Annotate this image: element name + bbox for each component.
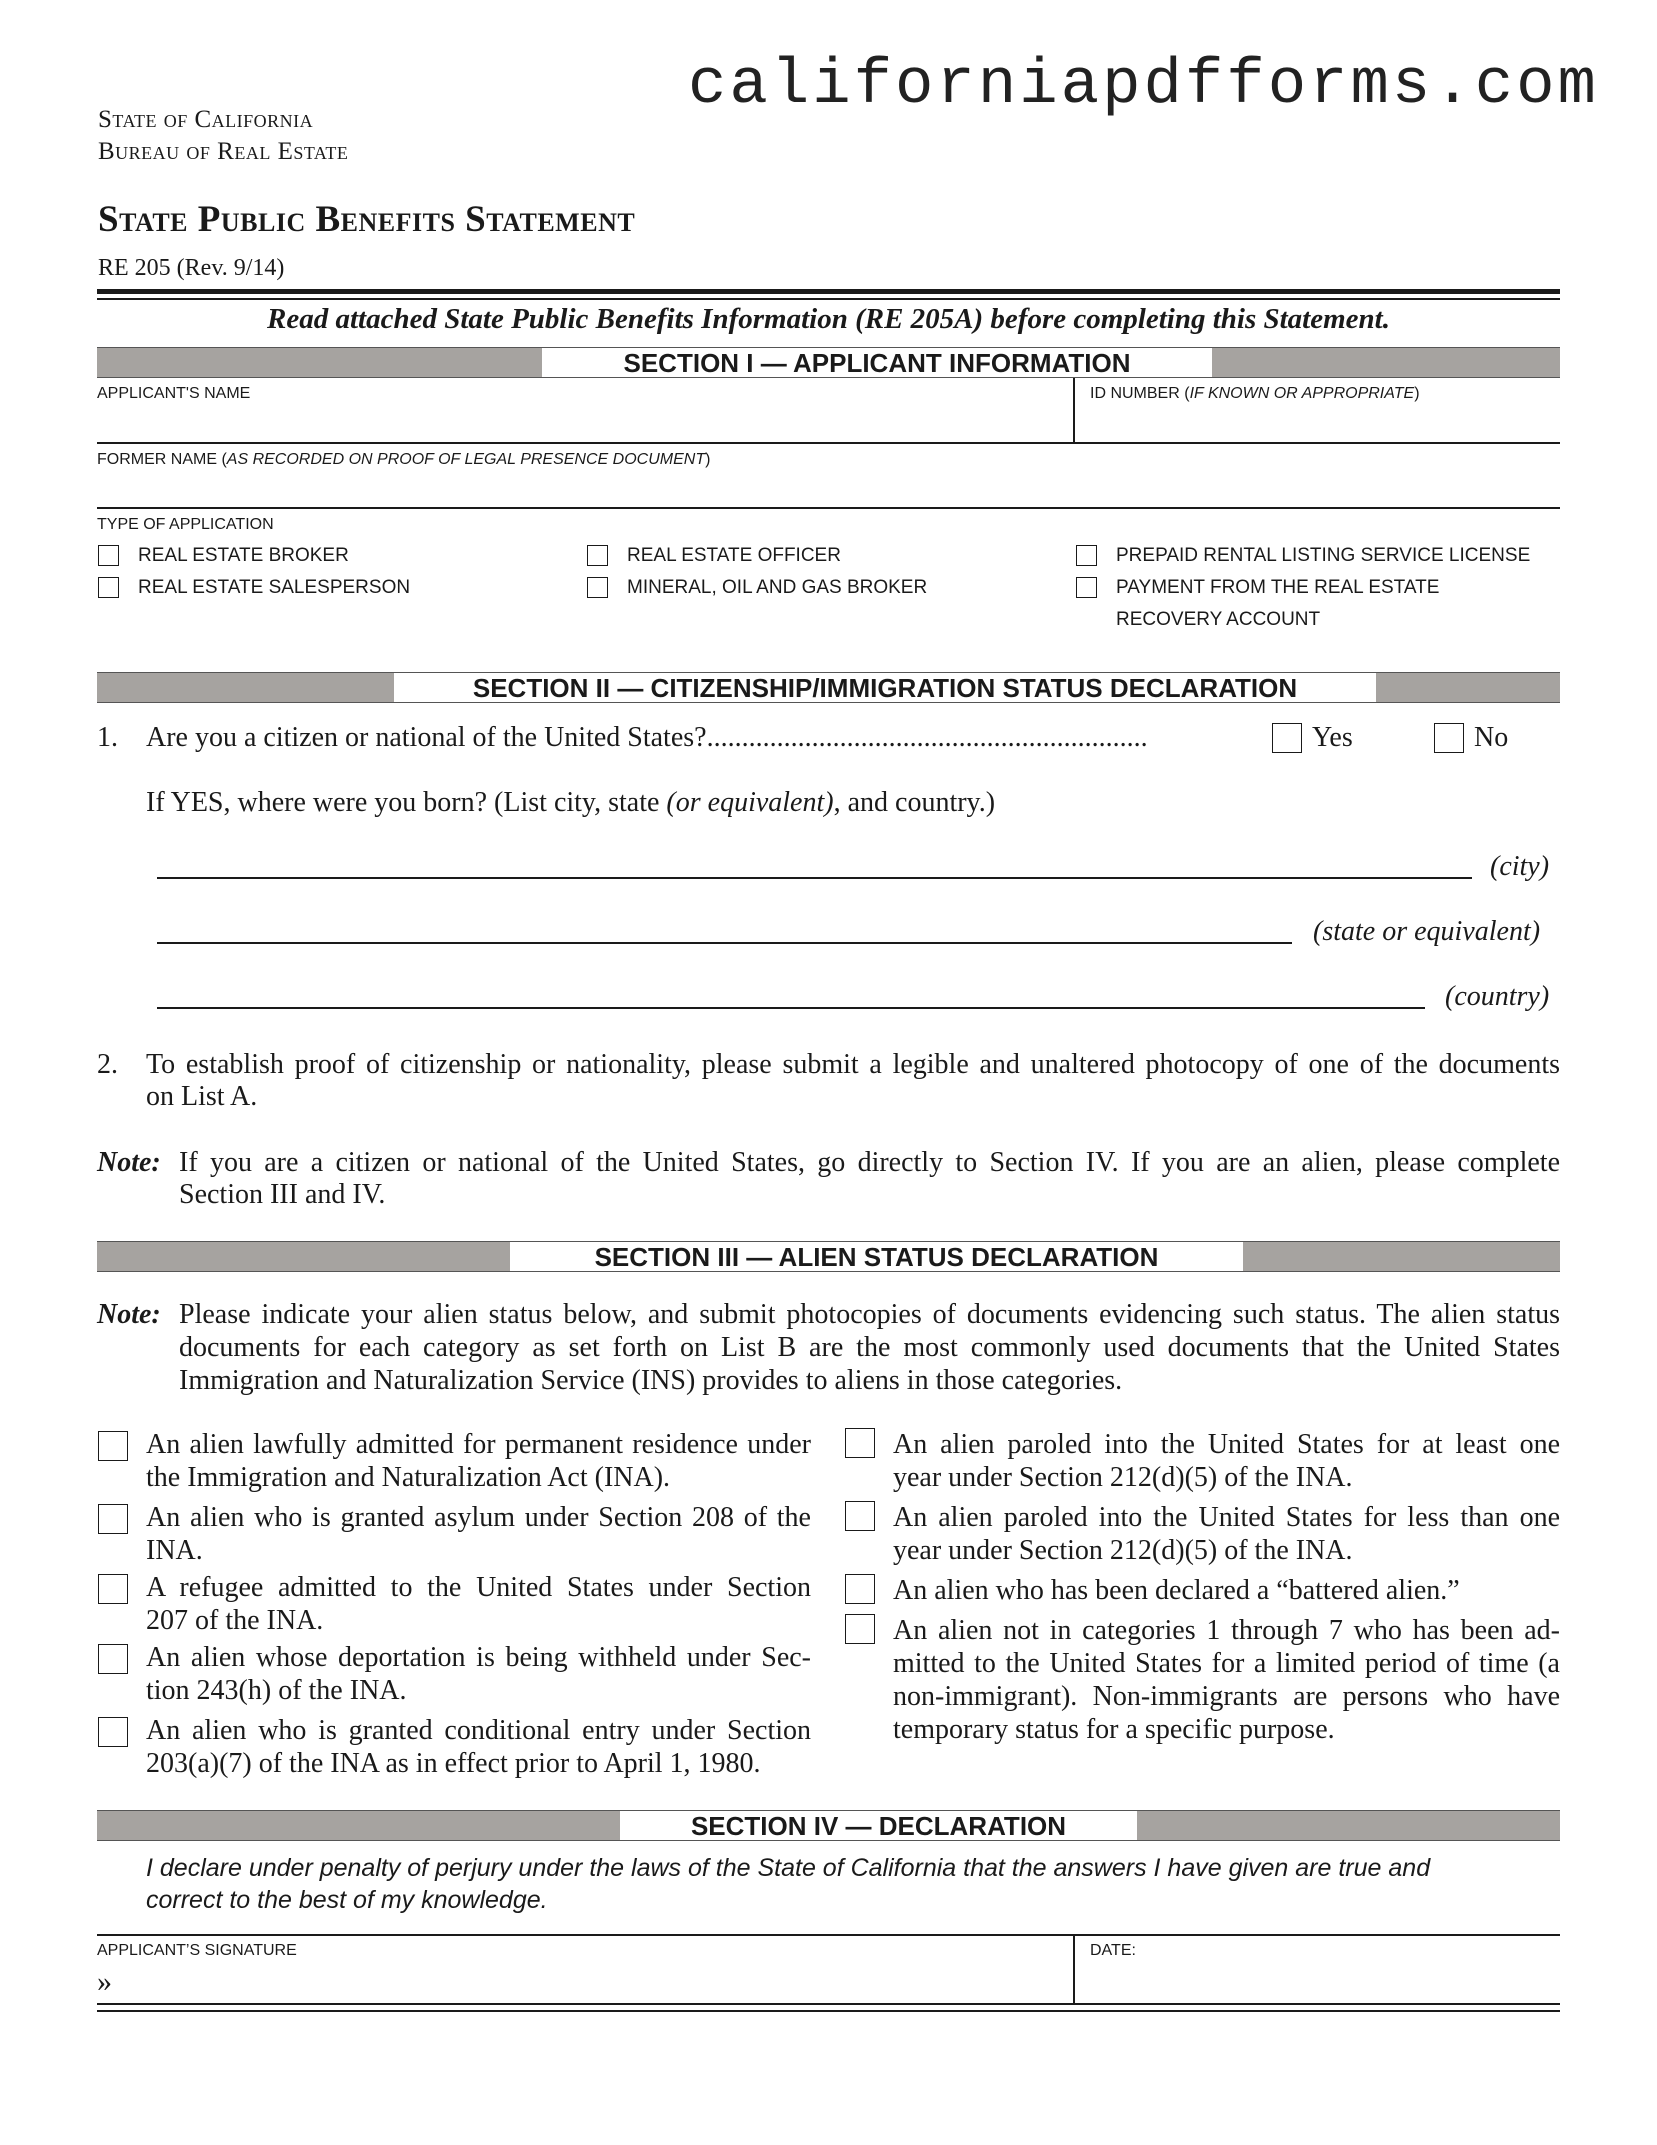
- id-number-label: ID NUMBER (IF KNOWN OR APPROPRIATE): [1090, 385, 1420, 402]
- question-1-number: 1.: [97, 722, 118, 753]
- alien-status-4-line-2: tion 243(h) of the INA.: [146, 1675, 407, 1706]
- type-recovery-account-payment: PAYMENT FROM THE REAL ESTATE: [1116, 577, 1440, 598]
- applicant-name-label: APPLICANT'S NAME: [97, 385, 251, 402]
- type-real-estate-officer: REAL ESTATE OFFICER: [627, 545, 841, 566]
- birthplace-prompt: If YES, where were you born? (List city, state (or equivalent), and country.): [146, 787, 996, 818]
- read-notice: Read attached State Public Benefits Information (RE 205A) before completing this Statement.: [267, 303, 1390, 335]
- signature-mark: »: [97, 1965, 112, 1998]
- checkbox-prepaid-rental-listing[interactable]: [1076, 545, 1097, 566]
- alien-status-9-line-4: temporary status for a specific purpose.: [893, 1714, 1335, 1745]
- signature-field[interactable]: [97, 1936, 1072, 2002]
- city-field[interactable]: [157, 877, 1472, 879]
- note-label-section-3: Note:: [97, 1299, 161, 1330]
- country-label: (country): [1445, 981, 1550, 1012]
- id-divider: [1073, 378, 1075, 444]
- alien-status-3-line-1: A refugee admitted to the United States under Section: [146, 1572, 811, 1603]
- date-label: DATE:: [1090, 1942, 1136, 1959]
- checkbox-real-estate-officer[interactable]: [587, 545, 608, 566]
- alien-status-3-line-2: 207 of the INA.: [146, 1605, 324, 1636]
- declaration-line-2: correct to the best of my knowledge.: [146, 1886, 548, 1914]
- signature-label: APPLICANT’S SIGNATURE: [97, 1942, 297, 1959]
- alien-status-2-line-1: An alien who is granted asylum under Section 208 of the: [146, 1502, 811, 1533]
- country-field[interactable]: [157, 1007, 1425, 1009]
- section-2-heading: SECTION II — CITIZENSHIP/IMMIGRATION STATUS DECLARATION: [394, 673, 1376, 702]
- checkbox-alien-6[interactable]: [845, 1428, 875, 1458]
- header-rule-thick: [97, 289, 1560, 294]
- declaration-line-1: I declare under penalty of perjury under the laws of the State of California that the answers I have given are true and: [146, 1854, 1431, 1882]
- checkbox-alien-4[interactable]: [98, 1644, 128, 1674]
- note-section-3-line-2: documents for each category as set forth on List B are the most commonly used documents that the United States: [179, 1332, 1560, 1363]
- former-name-rule: [97, 507, 1560, 509]
- signature-bottom-rule: [97, 2003, 1560, 2005]
- note-label-section-2: Note:: [97, 1147, 161, 1178]
- alien-status-9-line-2: mitted to the United States for a limited period of time (a: [893, 1648, 1560, 1679]
- checkbox-no[interactable]: [1434, 723, 1464, 753]
- state-label: (state or equivalent): [1313, 916, 1541, 947]
- applicant-name-field[interactable]: [97, 378, 1072, 442]
- header-rule-thin: [97, 298, 1560, 300]
- checkbox-alien-2[interactable]: [98, 1504, 128, 1534]
- alien-status-9-line-1: An alien not in categories 1 through 7 who has been ad-: [893, 1615, 1560, 1646]
- question-2-line-2: on List A.: [146, 1081, 258, 1112]
- watermark: californiapdfforms.com: [688, 50, 1599, 122]
- note-section-2-line-1: If you are a citizen or national of the United States, go directly to Section IV. If you are an alien, please complete: [179, 1147, 1560, 1178]
- type-recovery-account-payment-line-2: RECOVERY ACCOUNT: [1116, 609, 1321, 630]
- signature-bottom-rule-2: [97, 2010, 1560, 2012]
- city-label: (city): [1490, 851, 1550, 882]
- alien-status-6-line-1: An alien paroled into the United States for at least one: [893, 1429, 1560, 1460]
- alien-status-7-line-1: An alien paroled into the United States for less than one: [893, 1502, 1560, 1533]
- type-mineral-oil-gas-broker: MINERAL, OIL AND GAS BROKER: [627, 577, 928, 598]
- alien-status-1-line-1: An alien lawfully admitted for permanent residence under: [146, 1429, 811, 1460]
- section-2-band: [97, 672, 1560, 703]
- section-1-band: [97, 347, 1560, 378]
- alien-status-2-line-2: INA.: [146, 1535, 203, 1566]
- form-number: RE 205 (Rev. 9/14): [98, 255, 285, 281]
- note-section-2-line-2: Section III and IV.: [179, 1179, 386, 1210]
- checkbox-yes[interactable]: [1272, 723, 1302, 753]
- checkbox-mineral-oil-gas-broker[interactable]: [587, 577, 608, 598]
- checkbox-alien-3[interactable]: [98, 1574, 128, 1604]
- yes-label: Yes: [1312, 722, 1353, 753]
- type-real-estate-broker: REAL ESTATE BROKER: [138, 545, 349, 566]
- alien-status-5-line-1: An alien who is granted conditional entry under Section: [146, 1715, 811, 1746]
- alien-status-5-line-2: 203(a)(7) of the INA as in effect prior to April 1, 1980.: [146, 1748, 761, 1779]
- section-4-heading: SECTION IV — DECLARATION: [620, 1811, 1137, 1840]
- agency-line-1: State of California: [98, 106, 314, 133]
- section-1-heading: SECTION I — APPLICANT INFORMATION: [542, 348, 1212, 377]
- state-field[interactable]: [157, 942, 1292, 944]
- checkbox-alien-9[interactable]: [845, 1614, 875, 1644]
- section-3-heading: SECTION III — ALIEN STATUS DECLARATION: [510, 1242, 1243, 1271]
- alien-status-9-line-3: non-immigrant). Non-immigrants are persons who have: [893, 1681, 1560, 1712]
- checkbox-alien-1[interactable]: [98, 1431, 128, 1461]
- alien-status-8-line-1: An alien who has been declared a “battered alien.”: [893, 1575, 1460, 1606]
- agency-line-2: Bureau of Real Estate: [98, 138, 349, 165]
- alien-status-6-line-2: year under Section 212(d)(5) of the INA.: [893, 1462, 1353, 1493]
- question-2-line-1: To establish proof of citizenship or nationality, please submit a legible and unaltered photocopy of one of the documents: [146, 1049, 1560, 1080]
- alien-status-4-line-1: An alien whose deportation is being withheld under Sec-: [146, 1642, 811, 1673]
- type-prepaid-rental-listing: PREPAID RENTAL LISTING SERVICE LICENSE: [1116, 545, 1531, 566]
- checkbox-alien-8[interactable]: [845, 1574, 875, 1604]
- former-name-field[interactable]: [97, 446, 1560, 506]
- alien-status-1-line-2: the Immigration and Naturalization Act (INA).: [146, 1462, 671, 1493]
- form-title: State Public Benefits Statement: [98, 199, 636, 240]
- question-1-text: Are you a citizen or national of the United States?...............................................................: [146, 722, 1148, 753]
- note-section-3-line-1: Please indicate your alien status below, and submit photocopies of documents evidencing such status. The alien status: [179, 1299, 1560, 1330]
- checkbox-real-estate-broker[interactable]: [98, 545, 119, 566]
- checkbox-alien-5[interactable]: [98, 1717, 128, 1747]
- alien-status-7-line-2: year under Section 212(d)(5) of the INA.: [893, 1535, 1353, 1566]
- id-number-field[interactable]: [1075, 378, 1560, 442]
- checkbox-recovery-account-payment[interactable]: [1076, 577, 1097, 598]
- section-3-band: [97, 1241, 1560, 1272]
- checkbox-alien-7[interactable]: [845, 1501, 875, 1531]
- no-label: No: [1474, 722, 1509, 753]
- note-section-3-line-3: Immigration and Naturalization Service (INS) provides to aliens in those categories.: [179, 1365, 1123, 1396]
- name-row-rule: [97, 442, 1560, 444]
- type-of-application-label: TYPE OF APPLICATION: [97, 516, 274, 533]
- checkbox-real-estate-salesperson[interactable]: [98, 577, 119, 598]
- former-name-label: FORMER NAME (AS RECORDED ON PROOF OF LEGAL PRESENCE DOCUMENT): [97, 451, 711, 468]
- section-4-band: [97, 1810, 1560, 1841]
- date-field[interactable]: [1075, 1936, 1560, 2002]
- type-real-estate-salesperson: REAL ESTATE SALESPERSON: [138, 577, 411, 598]
- question-2-number: 2.: [97, 1049, 118, 1080]
